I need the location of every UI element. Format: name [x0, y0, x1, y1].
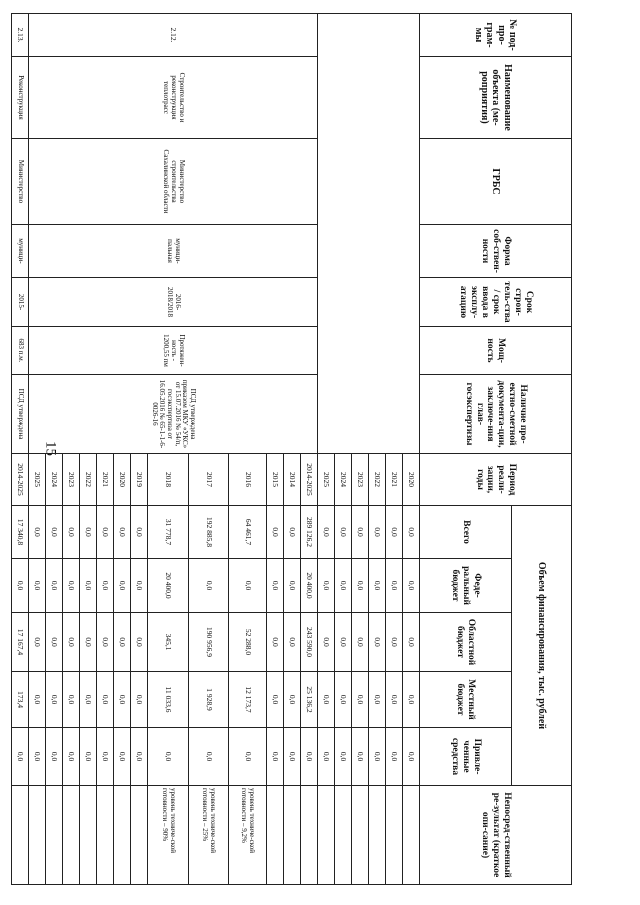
cell-local: 25 136,2	[301, 672, 318, 728]
cell-regional: 345,1	[148, 613, 189, 672]
cell-object-no: 2.12.	[29, 14, 318, 57]
cell-period: 2019	[131, 454, 148, 506]
cell-federal: 0,0	[284, 559, 301, 613]
cell-local: 0,0	[318, 672, 335, 728]
cell-total: 0,0	[284, 506, 301, 559]
cell-local: 173,4	[12, 672, 29, 728]
cell-attracted: 0,0	[386, 728, 403, 786]
cell-federal: 0,0	[229, 559, 267, 613]
cell-result: уровень техниче-ской готовности – 90%	[148, 786, 189, 885]
cell-term: 2016-2018/2018	[29, 278, 318, 327]
cell-attracted: 0,0	[403, 728, 420, 786]
cell-ownership: муници-пальная	[29, 225, 318, 278]
cell-total: 0,0	[131, 506, 148, 559]
cell-period: 2022	[369, 454, 386, 506]
cell-attracted: 0,0	[284, 728, 301, 786]
cell-attracted: 0,0	[29, 728, 46, 786]
cell-federal: 0,0	[335, 559, 352, 613]
cell-result	[114, 786, 131, 885]
cell-result	[80, 786, 97, 885]
cell-regional: 0,0	[386, 613, 403, 672]
cell-local: 0,0	[80, 672, 97, 728]
cell-federal: 0,0	[318, 559, 335, 613]
cell-total: 0,0	[29, 506, 46, 559]
header-attracted: Привле-ченные средства	[420, 728, 512, 786]
header-name: Наименование объекта (ме-роприятия)	[420, 57, 572, 139]
cell-federal: 0,0	[29, 559, 46, 613]
header-local: Местный бюджет	[420, 672, 512, 728]
header-federal: Феде-ральный бюджет	[420, 559, 512, 613]
cell-regional: 17 167,4	[12, 613, 29, 672]
header-power: Мощ-ность	[420, 327, 572, 375]
cell-total: 0,0	[403, 506, 420, 559]
header-term: Срок строи-тель-ства / срок ввода в эксплу-атацию	[420, 278, 572, 327]
cell-local: 0,0	[386, 672, 403, 728]
cell-total: 17 340,8	[12, 506, 29, 559]
cell-period: 2014	[284, 454, 301, 506]
cell-power: 683 п.м.	[12, 327, 29, 375]
cell-result	[29, 786, 46, 885]
cell-total: 0,0	[335, 506, 352, 559]
cell-period: 2025	[29, 454, 46, 506]
cell-attracted: 0,0	[318, 728, 335, 786]
cell-period: 2018	[148, 454, 189, 506]
cell-federal: 0,0	[114, 559, 131, 613]
cell-result	[318, 786, 335, 885]
cell-regional: 52 288,0	[229, 613, 267, 672]
cell-federal: 0,0	[97, 559, 114, 613]
cell-local: 0,0	[131, 672, 148, 728]
cell-regional: 0,0	[29, 613, 46, 672]
header-period: Период реали-зации, годы	[420, 454, 572, 506]
cell-regional: 190 956,9	[189, 613, 229, 672]
cell-attracted: 0,0	[97, 728, 114, 786]
cell-result	[97, 786, 114, 885]
cell-attracted: 0,0	[114, 728, 131, 786]
cell-regional: 0,0	[97, 613, 114, 672]
cell-period: 2021	[97, 454, 114, 506]
cell-regional: 0,0	[284, 613, 301, 672]
header-volume: Объем финансирования, тыс. рублей	[512, 506, 572, 786]
cell-attracted: 0,0	[229, 728, 267, 786]
cell-result	[369, 786, 386, 885]
cell-result	[63, 786, 80, 885]
cell-grbs: Министерство строительства Сахалинской области	[29, 139, 318, 225]
cell-result	[12, 786, 29, 885]
cell-result	[131, 786, 148, 885]
cell-regional: 0,0	[63, 613, 80, 672]
cell-federal: 0,0	[352, 559, 369, 613]
cell-regional: 0,0	[335, 613, 352, 672]
table-row	[403, 14, 420, 885]
cell-total: 0,0	[386, 506, 403, 559]
cell-result: уровень техниче-ской готовности – 9,2%	[229, 786, 267, 885]
cell-federal: 20 400,0	[148, 559, 189, 613]
cell-local: 0,0	[403, 672, 420, 728]
cell-total: 0,0	[97, 506, 114, 559]
cell-ownership: муници-	[12, 225, 29, 278]
header-psd: Наличие про-ектно-сметной документа-ции, заключе-ния глав-госэкспертизы	[420, 375, 572, 454]
cell-regional: 0,0	[131, 613, 148, 672]
cell-local: 0,0	[46, 672, 63, 728]
financing-table	[11, 13, 572, 885]
cell-term: 2015-	[12, 278, 29, 327]
cell-federal: 0,0	[386, 559, 403, 613]
cell-period: 2020	[114, 454, 131, 506]
cell-regional: 0,0	[80, 613, 97, 672]
cell-attracted: 0,0	[301, 728, 318, 786]
cell-attracted: 0,0	[63, 728, 80, 786]
cell-local: 0,0	[29, 672, 46, 728]
header-ownership: Форма соб-ствен-ности	[420, 225, 572, 278]
cell-attracted: 0,0	[335, 728, 352, 786]
cell-local: 1 928,9	[189, 672, 229, 728]
cell-local: 0,0	[352, 672, 369, 728]
cell-local: 0,0	[284, 672, 301, 728]
cell-period: 2014-2025	[301, 454, 318, 506]
cell-local: 0,0	[63, 672, 80, 728]
cell-total: 0,0	[318, 506, 335, 559]
cell-attracted: 0,0	[148, 728, 189, 786]
header-total: Всего	[420, 506, 512, 559]
cell-result	[284, 786, 301, 885]
cell-total: 0,0	[63, 506, 80, 559]
cell-period: 2014-2025	[12, 454, 29, 506]
cell-result	[386, 786, 403, 885]
cell-local: 12 173,7	[229, 672, 267, 728]
cell-result: уровень техниче-ской готовности – 25%	[189, 786, 229, 885]
cell-local: 0,0	[335, 672, 352, 728]
table-row	[12, 14, 29, 885]
cell-total: 64 461,7	[229, 506, 267, 559]
cell-total: 0,0	[80, 506, 97, 559]
cell-period: 2021	[386, 454, 403, 506]
cell-result	[335, 786, 352, 885]
rotated-table-container	[16, 13, 572, 884]
cell-period: 2025	[318, 454, 335, 506]
cell-attracted: 0,0	[189, 728, 229, 786]
cell-regional: 0,0	[267, 613, 284, 672]
header-no: № под-про-грам-мы	[420, 14, 572, 57]
cell-local: 0,0	[267, 672, 284, 728]
cell-period: 2022	[80, 454, 97, 506]
cell-attracted: 0,0	[46, 728, 63, 786]
table-row	[301, 14, 318, 885]
cell-object-name: Реконструкция	[12, 57, 29, 139]
cell-period: 2017	[189, 454, 229, 506]
cell-result	[352, 786, 369, 885]
header-grbs: ГРБС	[420, 139, 572, 225]
cell-regional: 0,0	[46, 613, 63, 672]
cell-grbs: Министерство	[12, 139, 29, 225]
cell-federal: 20 400,0	[301, 559, 318, 613]
cell-attracted: 0,0	[369, 728, 386, 786]
prev-object-continuation	[318, 14, 420, 454]
cell-federal: 0,0	[189, 559, 229, 613]
cell-federal: 0,0	[267, 559, 284, 613]
cell-period: 2024	[46, 454, 63, 506]
cell-federal: 0,0	[131, 559, 148, 613]
cell-federal: 0,0	[80, 559, 97, 613]
cell-total: 0,0	[46, 506, 63, 559]
cell-period: 2016	[229, 454, 267, 506]
cell-period: 2020	[403, 454, 420, 506]
cell-object-no: 2.13.	[12, 14, 29, 57]
cell-regional: 0,0	[352, 613, 369, 672]
header-regional: Областной бюджет	[420, 613, 512, 672]
cell-federal: 0,0	[46, 559, 63, 613]
cell-total: 289 126,2	[301, 506, 318, 559]
page-number: 15	[42, 441, 59, 456]
cell-attracted: 0,0	[352, 728, 369, 786]
cell-regional: 0,0	[369, 613, 386, 672]
cell-local: 0,0	[97, 672, 114, 728]
cell-result	[301, 786, 318, 885]
cell-period: 2023	[63, 454, 80, 506]
cell-period: 2023	[352, 454, 369, 506]
cell-attracted: 0,0	[80, 728, 97, 786]
cell-federal: 0,0	[12, 559, 29, 613]
cell-attracted: 0,0	[131, 728, 148, 786]
cell-psd: ПСД утверждена приказом МКУ «УКС» от 15.07.2016 № 54/п, госэкспертиза от 16.05.2016 № 65-1-1-6-0026-16	[29, 375, 318, 454]
cell-regional: 0,0	[403, 613, 420, 672]
cell-result	[46, 786, 63, 885]
cell-total: 192 885,8	[189, 506, 229, 559]
cell-power: Протяжен-ность - 1200,55 пм	[29, 327, 318, 375]
cell-federal: 0,0	[63, 559, 80, 613]
cell-local: 0,0	[369, 672, 386, 728]
cell-result	[403, 786, 420, 885]
cell-attracted: 0,0	[12, 728, 29, 786]
cell-local: 0,0	[114, 672, 131, 728]
cell-federal: 0,0	[369, 559, 386, 613]
header-result: Непосред-ственный ре-зультат (краткое опи-сание)	[420, 786, 572, 885]
cell-result	[267, 786, 284, 885]
cell-total: 0,0	[352, 506, 369, 559]
cell-total: 0,0	[114, 506, 131, 559]
cell-total: 31 778,7	[148, 506, 189, 559]
cell-period: 2015	[267, 454, 284, 506]
cell-regional: 243 590,0	[301, 613, 318, 672]
cell-attracted: 0,0	[267, 728, 284, 786]
cell-object-name: Строительство и реконструкция теплотрасс	[29, 57, 318, 139]
cell-federal: 0,0	[403, 559, 420, 613]
cell-regional: 0,0	[318, 613, 335, 672]
cell-period: 2024	[335, 454, 352, 506]
cell-regional: 0,0	[114, 613, 131, 672]
cell-total: 0,0	[267, 506, 284, 559]
cell-total: 0,0	[369, 506, 386, 559]
cell-psd: ПСД утверждена	[12, 375, 29, 454]
cell-local: 11 033,6	[148, 672, 189, 728]
